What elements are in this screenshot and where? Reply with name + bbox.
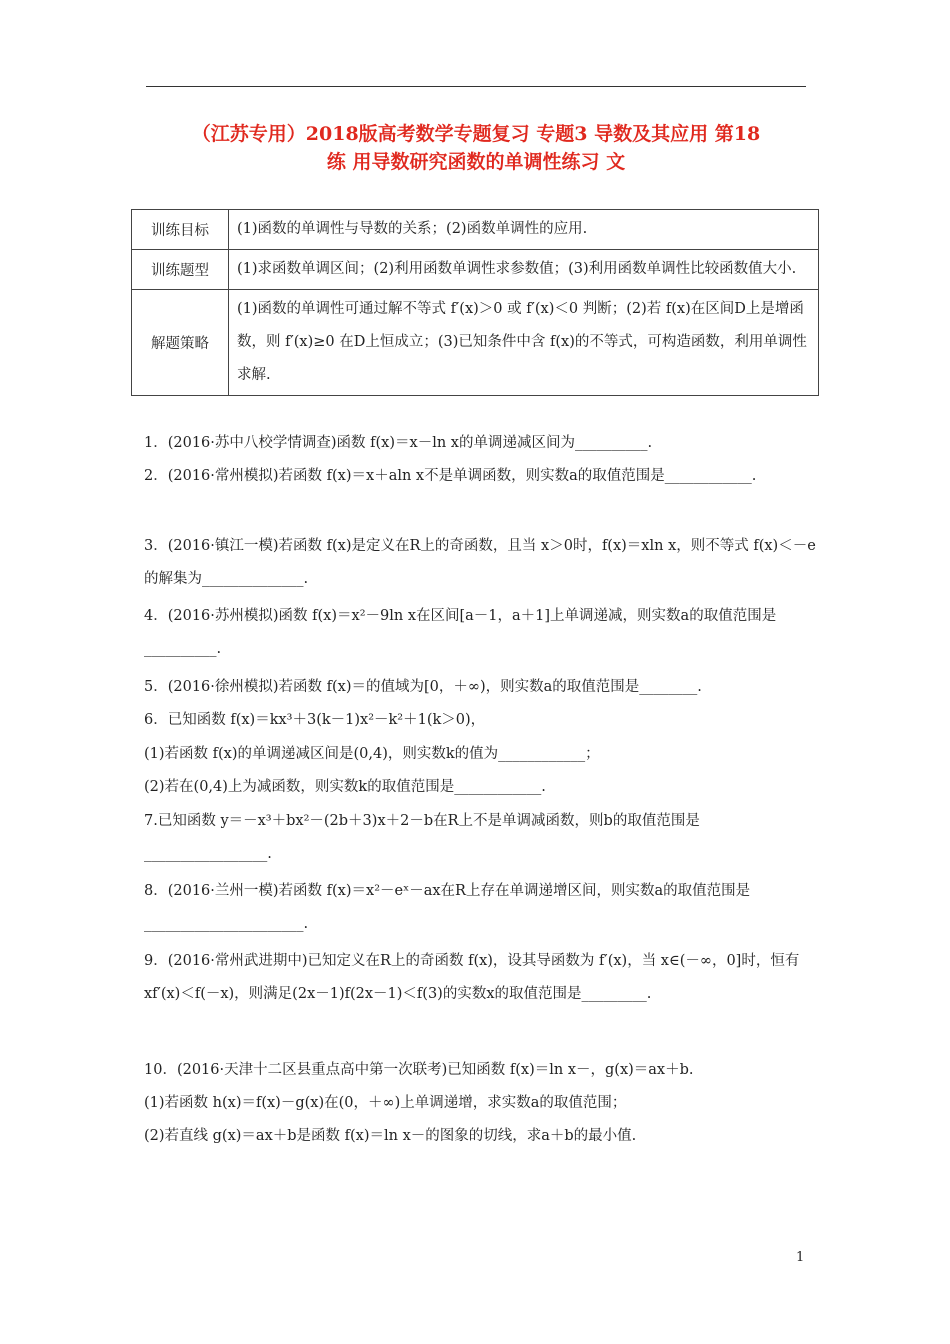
- question-6-part-2: (2)若在(0,4)上为减函数，则实数k的取值范围是____________.: [144, 779, 546, 795]
- table-row: [132, 250, 819, 290]
- question-1: 1．(2016·苏中八校学情调查)函数 f(x)＝x－ln x的单调递减区间为__________.: [144, 435, 653, 451]
- question-9: 9．(2016·常州武进期中)已知定义在R上的奇函数 f(x)，设其导函数为 f′(x)，当 x∈(－∞，0]时，恒有 xf′(x)＜f(－x)，则满足(2x－1)f(2x－1)＜f(3)的实数x的取值范围是_________.: [144, 953, 804, 1002]
- question-3: 3．(2016·镇江一模)若函数 f(x)是定义在R上的奇函数，且当 x＞0时，f(x)＝xln x，则不等式 f(x)＜－e的解集为______________.: [144, 538, 816, 587]
- row-label: 训练目标: [132, 210, 229, 250]
- question-10-part-2: (2)若直线 g(x)＝ax＋b是函数 f(x)＝ln x－的图象的切线，求a＋b的最小值.: [144, 1128, 637, 1144]
- question-6-part-1: (1)若函数 f(x)的单调递减区间是(0,4)，则实数k的值为____________；: [144, 746, 600, 762]
- title-line-2: 练 用导数研究函数的单调性练习 文: [326, 151, 626, 173]
- table-row: [132, 210, 819, 250]
- question-10-part-1: (1)若函数 h(x)＝f(x)－g(x)在(0，＋∞)上单调递增，求实数a的取值范围；: [144, 1095, 627, 1111]
- row-content: (1)函数的单调性可通过解不等式 f′(x)＞0 或 f′(x)＜0 判断；(2)若 f(x)在区间D上是增函数，则 f′(x)≥0 在D上恒成立；(3)已知条件中含 f(x)的不等式，可构造函数，利用单调性求解.: [229, 290, 819, 396]
- question-7: 7.已知函数 y＝－x³＋bx²－(2b＋3)x＋2－b在R上不是单调减函数，则b的取值范围是_________________.: [144, 813, 700, 862]
- row-label: 解题策略: [132, 290, 229, 396]
- document-title: [140, 120, 812, 176]
- question-4: 4．(2016·苏州模拟)函数 f(x)＝x²－9ln x在区间[a－1，a＋1]上单调递减，则实数a的取值范围是__________.: [144, 608, 777, 657]
- title-line-1: （江苏专用）2018版高考数学专题复习 专题3 导数及其应用 第18: [191, 123, 761, 145]
- training-info-table: [131, 209, 819, 396]
- question-10: 10．(2016·天津十二区县重点高中第一次联考)已知函数 f(x)＝ln x－，g(x)＝ax＋b.: [144, 1062, 694, 1078]
- row-label: 训练题型: [132, 250, 229, 290]
- question-5: 5．(2016·徐州模拟)若函数 f(x)＝的值域为[0，＋∞)，则实数a的取值范围是________.: [144, 679, 702, 695]
- row-content: (1)函数的单调性与导数的关系；(2)函数单调性的应用.: [229, 210, 819, 250]
- question-6: 6．已知函数 f(x)＝kx³＋3(k－1)x²－k²＋1(k＞0)，: [144, 712, 486, 728]
- question-2: 2．(2016·常州模拟)若函数 f(x)＝x＋aln x不是单调函数，则实数a的取值范围是____________.: [144, 468, 757, 484]
- page-number: 1: [796, 1250, 805, 1265]
- header-rule: [146, 86, 806, 87]
- row-content: (1)求函数单调区间；(2)利用函数单调性求参数值；(3)利用函数单调性比较函数值大小.: [229, 250, 819, 290]
- question-8: 8．(2016·兰州一模)若函数 f(x)＝x²－eˣ－ax在R上存在单调递增区间，则实数a的取值范围是______________________.: [144, 883, 751, 932]
- table-row: [132, 290, 819, 396]
